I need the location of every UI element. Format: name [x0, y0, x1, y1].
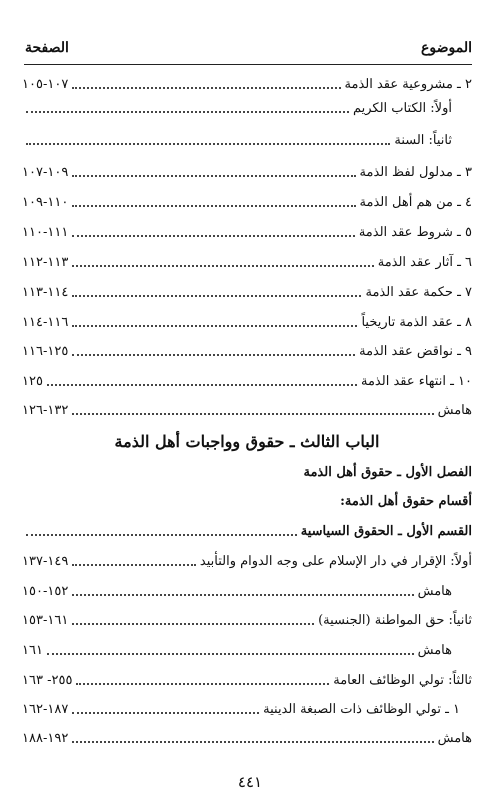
leader-dots — [72, 295, 361, 297]
leader-dots — [72, 205, 355, 207]
toc-entry: ١ ـ تولي الوظائف ذات الصبغة الدينية ١٨٧-١٦٢ — [22, 701, 460, 717]
leader-dots — [26, 534, 297, 536]
toc-entry: ٩ ـ نواقض عقد الذمة ١٢٥-١١٦ — [22, 343, 472, 359]
page-number: ٤٤١ — [237, 773, 263, 791]
toc-entry: ٣ ـ مدلول لفظ الذمة ١٠٩-١٠٧ — [22, 164, 472, 180]
toc-entry: هامش ١٣٢-١٢٦ — [22, 402, 472, 418]
section-intro: أقسام حقوق أهل الذمة: — [340, 494, 472, 509]
leader-dots — [72, 87, 340, 89]
toc-entry: أولاً: الإقرار في دار الإسلام على وجه الدوام والتأبيد ١٤٩-١٣٧ — [22, 553, 472, 569]
subject-column-label: الموضوع — [421, 40, 472, 56]
toc-entry: ٦ ـ آثار عقد الذمة ١١٣-١١٢ — [22, 254, 472, 270]
toc-entry: هامش ١٩٢-١٨٨ — [22, 730, 472, 746]
toc-entry: هامش ١٥٢-١٥٠ — [22, 583, 452, 599]
part-title: الباب الثالث ـ حقوق وواجبات أهل الذمة — [114, 432, 380, 451]
leader-dots — [47, 384, 357, 386]
leader-dots — [47, 653, 414, 655]
leader-dots — [26, 111, 349, 113]
leader-dots — [72, 325, 357, 327]
leader-dots — [72, 235, 355, 237]
leader-dots — [72, 623, 314, 625]
toc-entry: ثالثاً: تولي الوظائف العامة ٢٥٥- ١٦٣ — [22, 672, 472, 688]
section-title: القسم الأول ـ الحقوق السياسية — [300, 523, 472, 539]
leader-dots — [72, 354, 355, 356]
toc-entry: ٤ ـ من هم أهل الذمة ١١٠-١٠٩ — [22, 194, 472, 210]
toc-entry: ١٠ ـ انتهاء عقد الذمة ١٢٥ — [22, 373, 472, 389]
leader-dots — [72, 265, 373, 267]
leader-dots — [72, 413, 433, 415]
toc-entry: ٨ ـ عقد الذمة تاريخياً ١١٦-١١٤ — [22, 314, 472, 330]
leader-dots — [72, 712, 259, 714]
toc-entry: ثانياً: السنة — [22, 129, 452, 151]
toc-entry: ٥ ـ شروط عقد الذمة ١١١-١١٠ — [22, 224, 472, 240]
toc-entry: ٢ ـ مشروعية عقد الذمة ١٠٧-١٠٥ — [22, 76, 472, 92]
leader-dots — [72, 175, 355, 177]
toc-entry: ٧ ـ حكمة عقد الذمة ١١٤-١١٣ — [22, 284, 472, 300]
toc-entry: هامش ١٦١ — [22, 642, 452, 658]
page-column-label: الصفحة — [25, 40, 69, 56]
toc-header — [25, 40, 472, 56]
chapter-title: الفصل الأول ـ حقوق أهل الذمة — [303, 465, 472, 480]
leader-dots — [72, 741, 433, 743]
toc-entry: ثانياً: حق المواطنة (الجنسية) ١٦١-١٥٣ — [22, 612, 472, 628]
leader-dots — [76, 683, 329, 685]
header-rule — [24, 64, 472, 65]
toc-entry: أولاً: الكتاب الكريم — [22, 97, 452, 119]
leader-dots — [72, 594, 413, 596]
section-title-row — [22, 520, 472, 542]
leader-dots — [72, 564, 196, 566]
leader-dots — [26, 143, 390, 145]
